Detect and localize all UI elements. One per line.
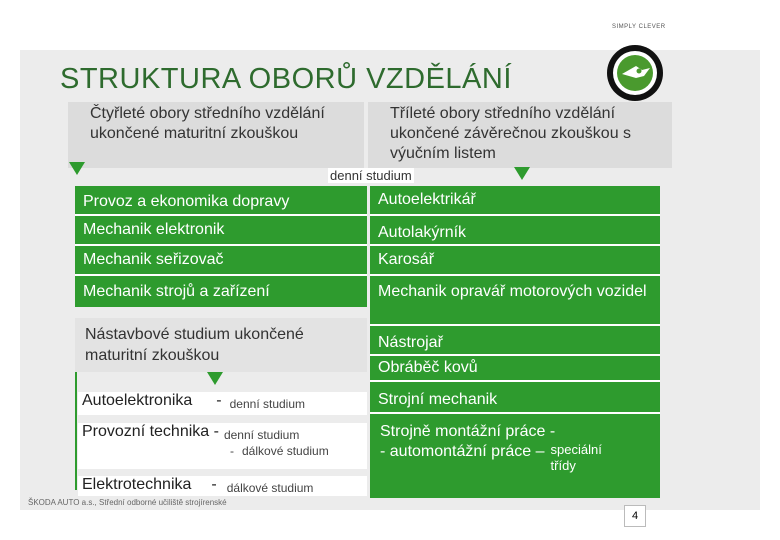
list-item: Mechanik seřizovač xyxy=(75,246,367,276)
list-item: Mechanik opravář motorových vozidel xyxy=(370,276,660,326)
list-item: Mechanik strojů a zařízení xyxy=(83,282,270,300)
dash: - xyxy=(230,444,234,458)
arrow-down-icon xyxy=(207,372,223,385)
list-item xyxy=(78,392,367,415)
list-item: Mechanik elektronik xyxy=(75,216,367,246)
page-number: 4 xyxy=(624,505,646,527)
study-mode-label: denní studium xyxy=(330,168,412,183)
list-item xyxy=(78,423,367,469)
list-item: Strojní mechanik xyxy=(370,382,660,414)
program-name-sub: - automontážní práce – xyxy=(380,443,545,460)
list-item: Nástrojař xyxy=(370,326,660,356)
dash: - xyxy=(211,476,217,493)
program-name: Strojně montážní práce - xyxy=(380,423,556,440)
list-item: Karosář xyxy=(370,246,660,276)
list-item: Obráběč kovů xyxy=(370,356,660,382)
list-item: Autolakýrník xyxy=(370,216,660,246)
list-item xyxy=(370,414,660,474)
follow-up-study-header: Nástavbové studium ukončené maturitní zkouškou xyxy=(75,318,367,372)
study-mode: denní studium xyxy=(229,397,306,411)
connector-line xyxy=(75,372,77,490)
study-mode: dálkové studium xyxy=(242,444,329,458)
program-name: Autoelektronika xyxy=(82,392,193,409)
column-header-four-year: Čtyřleté obory středního vzdělání ukončené maturitní zkouškou xyxy=(68,102,364,168)
program-name: Provozní technika - xyxy=(82,423,219,440)
footer-company: ŠKODA AUTO a.s., Střední odborné učiliště strojírenské xyxy=(28,498,227,507)
special-note: speciální třídy xyxy=(550,442,602,473)
four-year-list xyxy=(75,186,367,307)
study-mode: dálkové studium xyxy=(226,481,314,495)
page-title: STRUKTURA OBORŮ VZDĚLÁNÍ xyxy=(60,63,512,95)
arrow-down-icon xyxy=(69,162,85,175)
list-item: Autoelektrikář xyxy=(370,186,660,216)
list-item: Provoz a ekonomika dopravy xyxy=(75,186,367,216)
study-mode: denní studium xyxy=(223,428,300,442)
three-year-list xyxy=(370,186,660,498)
skoda-logo-icon xyxy=(606,44,664,102)
column-header-three-year: Tříleté obory středního vzdělání ukončené závěrečnou zkouškou s výučním listem xyxy=(368,102,672,168)
brand-tagline: SIMPLY CLEVER xyxy=(612,24,666,30)
dash: - xyxy=(216,392,222,409)
arrow-down-icon xyxy=(514,167,530,180)
list-item xyxy=(78,476,367,496)
program-name: Elektrotechnika xyxy=(82,476,192,493)
